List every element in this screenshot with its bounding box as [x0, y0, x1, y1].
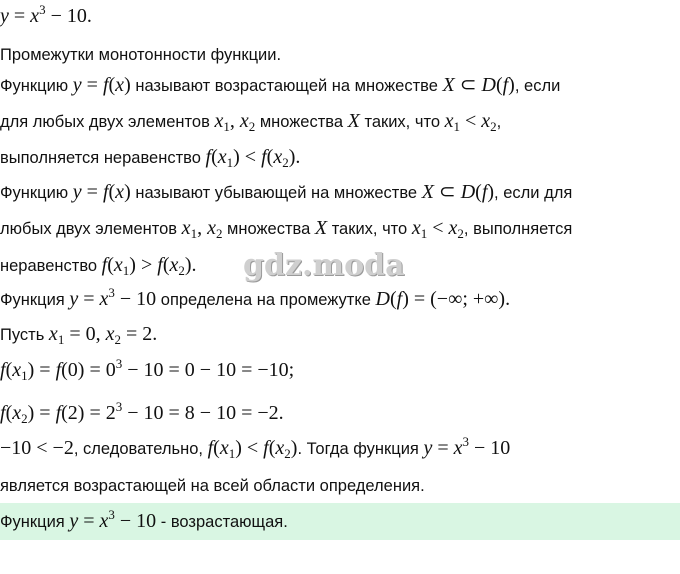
text-fragment: множества: [259, 113, 344, 131]
watermark-logo: gdz.moda: [243, 248, 405, 283]
text-fragment: называют возрастающей на множестве: [135, 77, 438, 95]
calculation-f-x1: $f(x_1) = f(0) = 0^3 - 10 = 0 - 10 = -10$;: [0, 356, 295, 383]
text-fragment: - возрастающая.: [160, 513, 288, 531]
assumption-line: Пусть $x_1 = 0$, $x_2 = 2$.: [0, 323, 158, 347]
text-fragment: определена на промежутке: [160, 291, 371, 309]
text-fragment: . Тогда функция: [297, 440, 419, 458]
text-fragment: Пусть: [0, 326, 45, 344]
definition-increasing-line-2: для любых двух элементов $x_1$, $x_2$ множества X таких, что $x_1 < x_2$,: [0, 110, 502, 134]
text-fragment: для любых двух элементов: [0, 113, 210, 131]
conclusion-line-2: [0, 476, 425, 496]
text-fragment: множества: [227, 220, 311, 238]
text-fragment: любых двух элементов: [0, 220, 178, 238]
section-heading: [0, 45, 281, 65]
heading-text: Промежутки монотонности функции.: [0, 46, 282, 64]
text-fragment: , если: [514, 77, 561, 95]
text-fragment: таких, что: [331, 220, 408, 238]
text-fragment: выполняется неравенство: [0, 149, 201, 167]
definition-increasing-line-1: Функцию y = f(x) называют возрастающей на множестве X ⊂ D(f), если: [0, 74, 561, 96]
text-fragment: Функция: [0, 513, 65, 531]
definition-increasing-line-3: выполняется неравенство $f(x_1) < f(x_2)$.: [0, 146, 301, 170]
definition-decreasing-line-1: Функцию y = f(x) называют убывающей на множестве X ⊂ D(f), если для: [0, 181, 573, 203]
domain-line: Функция $y = x^3 - 10$ определена на промежутке D(f) = (−∞; +∞).: [0, 285, 511, 310]
text-fragment: Функция: [0, 291, 65, 309]
text-fragment: Функцию: [0, 184, 69, 202]
text-fragment: Функцию: [0, 77, 69, 95]
text-fragment: , выполняется: [463, 220, 573, 238]
text-fragment: , следовательно,: [73, 440, 203, 458]
definition-decreasing-line-3: неравенство $f(x_1) > f(x_2)$.: [0, 254, 197, 278]
text-fragment: , если для: [494, 184, 573, 202]
conclusion-line-1: −10 < −2, следовательно, $f(x_1) < f(x_2)$. Тогда функция $y = x^3 - 10$: [0, 434, 511, 461]
equation-line: $y = x^3 - 10$.: [0, 2, 92, 27]
definition-decreasing-line-2: любых двух элементов $x_1$, $x_2$ множества X таких, что $x_1 < x_2$, выполняется: [0, 217, 573, 241]
text-fragment: является возрастающей на всей области определения.: [0, 477, 425, 495]
text-fragment: неравенство: [0, 257, 98, 275]
answer-line: Функция $y = x^3 - 10$ - возрастающая.: [0, 507, 288, 532]
calculation-f-x2: $f(x_2) = f(2) = 2^3 - 10 = 8 - 10 = -2$.: [0, 399, 284, 426]
text-fragment: таких, что: [364, 113, 441, 131]
text-fragment: называют убывающей на множестве: [135, 184, 418, 202]
